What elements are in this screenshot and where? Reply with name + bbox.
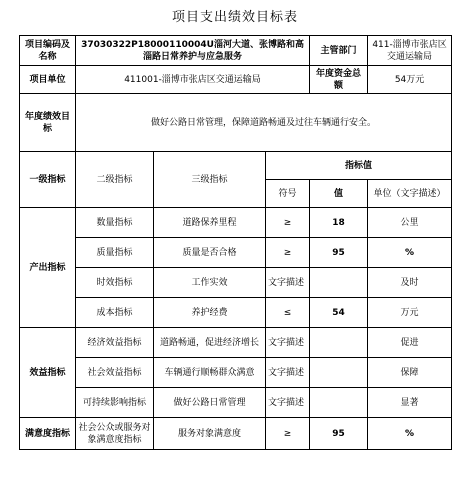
- table-row: [20, 208, 452, 238]
- unit-cell: 万元: [368, 298, 452, 328]
- unit-header: 单位（文字描述）: [368, 180, 452, 208]
- level2-header: 二级指标: [76, 152, 154, 208]
- unit-cell: %: [368, 418, 452, 450]
- unit-cell: 促进: [368, 328, 452, 358]
- level2-cell: 时效指标: [76, 268, 154, 298]
- level3-cell: 工作实效: [154, 268, 266, 298]
- value-cell: 95: [310, 238, 368, 268]
- symbol-cell: ≥: [266, 418, 310, 450]
- level1-cell: 产出指标: [20, 208, 76, 328]
- level2-cell: 可持续影响指标: [76, 388, 154, 418]
- symbol-cell: 文字描述: [266, 388, 310, 418]
- level3-header: 三级指标: [154, 152, 266, 208]
- value-cell: [310, 388, 368, 418]
- level2-cell: 成本指标: [76, 298, 154, 328]
- unit-cell: 保障: [368, 358, 452, 388]
- project-unit-label: 项目单位: [20, 66, 76, 94]
- value-cell: 54: [310, 298, 368, 328]
- level3-cell: 养护经费: [154, 298, 266, 328]
- annual-goal-label: 年度绩效目标: [20, 94, 76, 152]
- value-cell: 95: [310, 418, 368, 450]
- annual-goal-value: 做好公路日常管理，保障道路畅通及过往车辆通行安全。: [76, 94, 452, 152]
- level2-cell: 社会公众或服务对象满意度指标: [76, 418, 154, 450]
- level3-cell: 道路畅通，促进经济增长: [154, 328, 266, 358]
- level3-cell: 道路保养里程: [154, 208, 266, 238]
- table-row: [20, 298, 452, 328]
- unit-cell: %: [368, 238, 452, 268]
- performance-target-table: [19, 35, 452, 450]
- level1-header: 一级指标: [20, 152, 76, 208]
- level2-cell: 经济效益指标: [76, 328, 154, 358]
- department-label: 主管部门: [310, 36, 368, 66]
- symbol-cell: ≥: [266, 208, 310, 238]
- table-row: [20, 418, 452, 450]
- project-code-value: 37030322P18000110004U淄河大道、张博路和高淄路日常养护与应急服务: [76, 36, 310, 66]
- symbol-cell: 文字描述: [266, 268, 310, 298]
- indicator-value-header: 指标值: [266, 152, 452, 180]
- level2-cell: 数量指标: [76, 208, 154, 238]
- value-cell: [310, 268, 368, 298]
- level3-cell: 服务对象满意度: [154, 418, 266, 450]
- table-row: [20, 268, 452, 298]
- unit-cell: 显著: [368, 388, 452, 418]
- table-row: [20, 328, 452, 358]
- table-row: [20, 388, 452, 418]
- page-title: 项目支出绩效目标表: [171, 10, 298, 25]
- symbol-cell: 文字描述: [266, 358, 310, 388]
- symbol-cell: ≤: [266, 298, 310, 328]
- unit-cell: 及时: [368, 268, 452, 298]
- table-row: [20, 238, 452, 268]
- project-unit-value: 411001-淄博市张店区交通运输局: [76, 66, 310, 94]
- symbol-header: 符号: [266, 180, 310, 208]
- level3-cell: 做好公路日常管理: [154, 388, 266, 418]
- value-cell: [310, 328, 368, 358]
- level3-cell: 质量是否合格: [154, 238, 266, 268]
- value-header: 值: [310, 180, 368, 208]
- department-value: 411-淄博市张店区交通运输局: [368, 36, 452, 66]
- table-row: [20, 358, 452, 388]
- annual-fund-value: 54万元: [368, 66, 452, 94]
- project-code-label: 项目编码及名称: [20, 36, 76, 66]
- level1-cell: 满意度指标: [20, 418, 76, 450]
- symbol-cell: 文字描述: [266, 328, 310, 358]
- level1-cell: 效益指标: [20, 328, 76, 418]
- unit-cell: 公里: [368, 208, 452, 238]
- value-cell: 18: [310, 208, 368, 238]
- annual-fund-label: 年度资金总额: [310, 66, 368, 94]
- symbol-cell: ≥: [266, 238, 310, 268]
- value-cell: [310, 358, 368, 388]
- level2-cell: 质量指标: [76, 238, 154, 268]
- level2-cell: 社会效益指标: [76, 358, 154, 388]
- level3-cell: 车辆通行顺畅群众满意: [154, 358, 266, 388]
